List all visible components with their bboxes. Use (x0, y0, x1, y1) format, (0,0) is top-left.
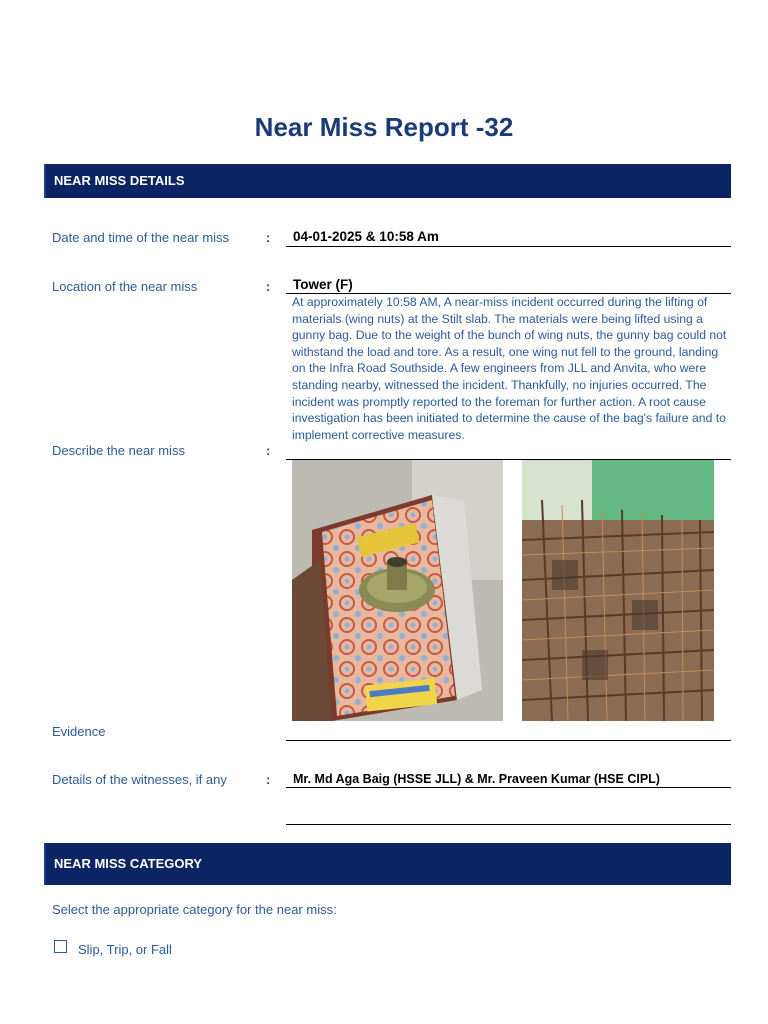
datetime-underline (286, 246, 731, 247)
witnesses-underline (286, 787, 731, 788)
location-value: Tower (F) (293, 277, 353, 292)
location-colon: : (266, 279, 271, 294)
report-title: Near Miss Report -32 (254, 112, 514, 142)
category-prompt: Select the appropriate category for the near miss: (52, 902, 337, 917)
witnesses-colon: : (266, 772, 271, 787)
near-miss-category-header: NEAR MISS CATEGORY (44, 843, 731, 885)
evidence-label: Evidence (52, 724, 106, 739)
datetime-colon: : (266, 230, 271, 245)
description-colon: : (266, 443, 271, 458)
slip-trip-fall-checkbox[interactable] (54, 940, 67, 953)
witnesses-value: Mr. Md Aga Baig (HSSE JLL) & Mr. Praveen Kumar (HSE CIPL) (293, 772, 660, 786)
datetime-value: 04-01-2025 & 10:58 Am (293, 229, 439, 244)
witnesses-extra-line (286, 824, 731, 825)
evidence-photo-building-site (522, 460, 714, 721)
evidence-photo-wing-nut (292, 460, 503, 721)
location-label: Location of the near miss (52, 279, 198, 294)
datetime-label: Date and time of the near miss (52, 230, 230, 245)
evidence-underline (286, 740, 731, 741)
near-miss-details-header: NEAR MISS DETAILS (44, 164, 731, 198)
near-miss-description: At approximately 10:58 AM, A near-miss incident occurred during the lifting of materials (wing nuts) at the Stilt slab. The materials were being lifted using a gunny bag. Due to the weight of the bunch of wing nuts, the gunny bag could not withstand the load and tore. As a result, one wing nut fell to the ground, landing on the Infra Road Southside. A few engineers from JLL and Anvita, who were standing nearby, witnessed the incident. Thankfully, no injuries occurred. The incident was promptly reported to the foreman for further action. A root cause investigation has been initiated to determine the cause of the bag's failure and to implement corrective measures. (292, 295, 727, 442)
witnesses-label: Details of the witnesses, if any (52, 772, 227, 787)
slip-trip-fall-label[interactable]: Slip, Trip, or Fall (78, 942, 172, 957)
description-label: Describe the near miss (52, 443, 185, 458)
